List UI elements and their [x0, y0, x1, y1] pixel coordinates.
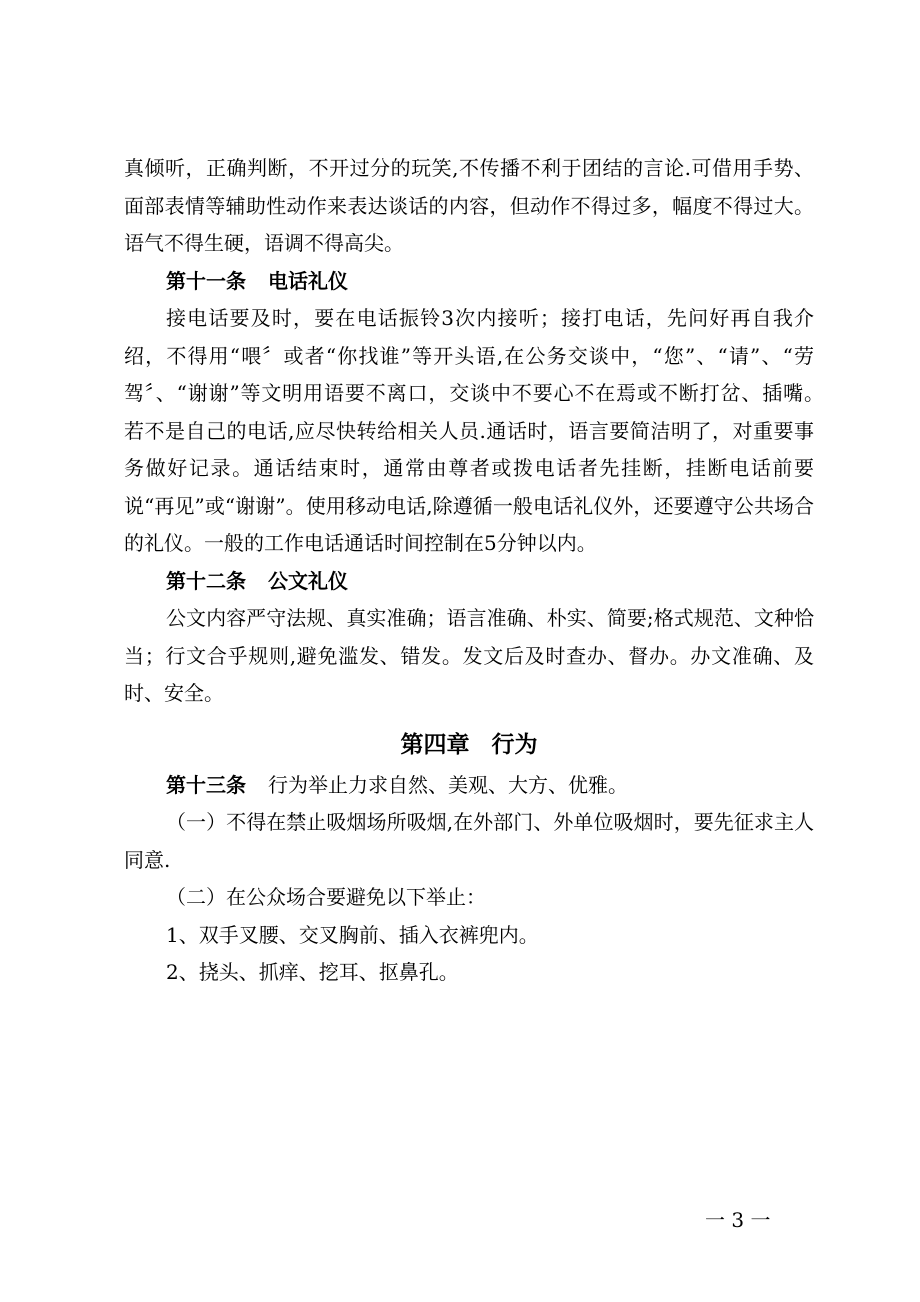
article-13-text: 行为举止力求自然、美观、大方、优雅。	[268, 772, 628, 797]
list-item: （一）不得在禁止吸烟场所吸烟,在外部门、外单位吸烟时，要先征求主人同意.	[124, 810, 814, 872]
article-13-paragraph	[124, 767, 814, 805]
article-11-title: 电话礼仪	[268, 268, 348, 293]
chapter-4-heading	[124, 727, 814, 763]
list-item: 1、双手叉腰、交叉胸前、插入衣裤兜内。	[166, 922, 539, 947]
chapter-4-title: 行为	[491, 731, 538, 758]
article-12-body: 公文内容严守法规、真实准确；语言准确、朴实、简要;格式规范、文种恰当；行文合乎规则,避免滥发、错发。发文后及时查办、督办。办文准确、及时、安全。	[124, 606, 814, 705]
page-number: 一 3 一	[705, 1208, 771, 1232]
document-page	[124, 150, 834, 992]
chapter-4-number: 第四章	[400, 731, 470, 758]
article-12-number: 第十二条	[166, 568, 246, 593]
paragraph-continued: 真倾听，正确判断，不开过分的玩笑,不传播不利于团结的言论.可借用手势、面部表情等辅助性动作来表达谈话的内容，但动作不得过多，幅度不得过大。语气不得生硬，语调不得高尖。	[124, 156, 814, 255]
article-11-number: 第十一条	[166, 268, 246, 293]
article-13-number: 第十三条	[166, 772, 246, 797]
article-12-heading	[124, 563, 814, 601]
article-11-heading	[124, 263, 814, 301]
article-11-body: 接电话要及时，要在电话振铃3次内接听；接打电话，先问好再自我介绍，不得用“喂〞或者“你找谁”等开头语,在公务交谈中，“您”、“请”、“劳驾〞、“谢谢”等文明用语要不离口，交谈中不要心不在焉或不断打岔、插嘴。 若不是自己的电话,应尽快转给相关人员.通话时，语言要简洁明了，对重要事务做好记录。通话结束时，通常由尊者或拨电话者先挂断，挂断电话前要说“再见”或“谢谢”。使用移动电话,除遵循一般电话礼仪外，还要遵守公共场合的礼仪。一般的工作电话通话时间控制在5分钟以内。	[124, 306, 834, 555]
list-item: 2、挠头、抓痒、挖耳、抠鼻孔。	[166, 960, 459, 984]
article-12-title: 公文礼仪	[268, 568, 348, 593]
list-item: （二）在公众场合要避免以下举止：	[166, 885, 486, 909]
